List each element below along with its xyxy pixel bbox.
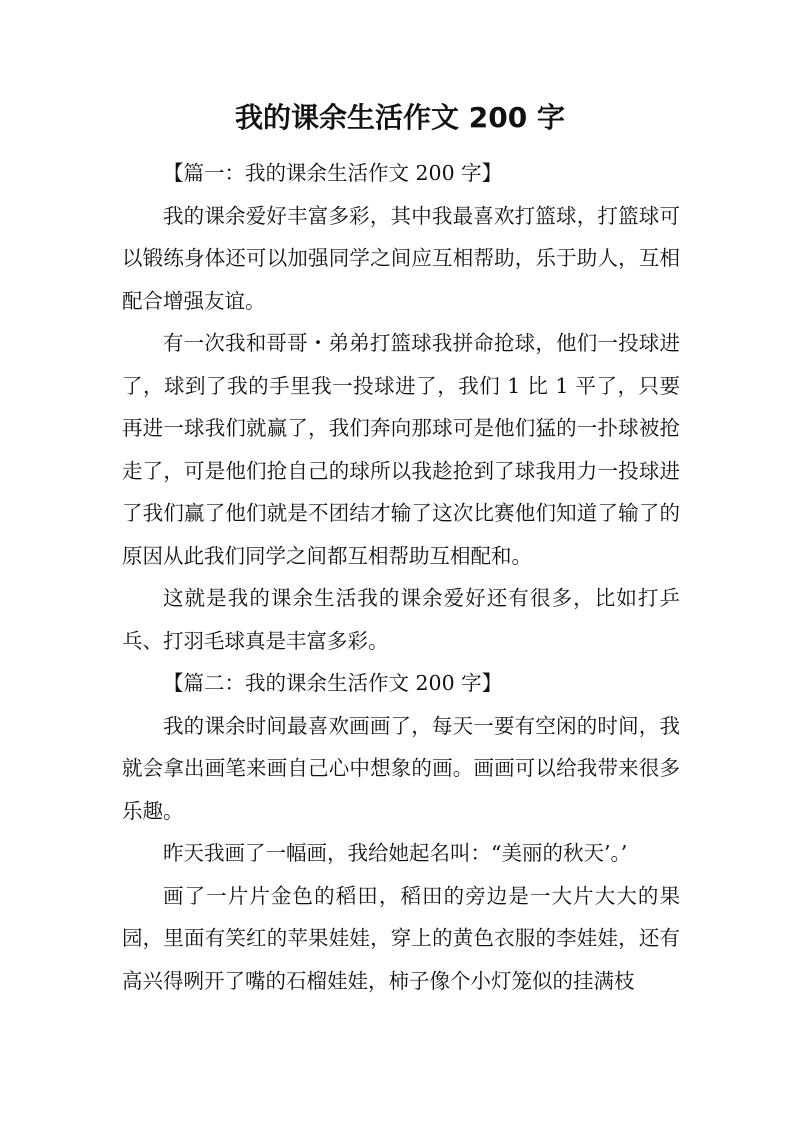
document-body <box>122 152 680 1002</box>
document-title: 我的课余生活作文 200 字 <box>235 101 565 134</box>
section-heading: 【篇二：我的课余生活作文 200 字】 <box>163 671 503 695</box>
section-heading: 【篇一：我的课余生活作文 200 字】 <box>163 161 503 185</box>
paragraph: 我的课余爱好丰富多彩，其中我最喜欢打篮球，打篮球可以锻练身体还可以加强同学之间应互相帮助，乐于助人，互相配合增强友谊。 <box>122 203 680 313</box>
paragraph: 昨天我画了一幅画，我给她起名叫：“美丽的秋天’。’ <box>163 841 628 865</box>
paragraph: 有一次我和哥哥・弟弟打篮球我拼命抢球，他们一投球进了，球到了我的手里我一投球进了，我们 1 比 1 平了，只要再进一球我们就赢了，我们奔向那球可是他们猛的一扑球被抢走了，可是他们抢自己的球所以我趁抢到了球我用力一投球进了我们赢了他们就是不团结才输了这次比赛他们知道了输了的原因从此我们同学之间都互相帮助互相配和。 <box>122 331 680 568</box>
paragraph: 这就是我的课余生活我的课余爱好还有很多，比如打乒乓、打羽毛球真是丰富多彩。 <box>122 586 680 653</box>
paragraph: 画了一片片金色的稻田，稻田的旁边是一大片大大的果园，里面有笑红的苹果娃娃，穿上的黄色衣服的李娃娃，还有高兴得咧开了嘴的石榴娃娃，柿子像个小灯笼似的挂满枝 <box>122 883 680 993</box>
paragraph: 我的课余时间最喜欢画画了，每天一要有空闲的时间，我就会拿出画笔来画自己心中想象的画。画画可以给我带来很多乐趣。 <box>122 713 680 823</box>
